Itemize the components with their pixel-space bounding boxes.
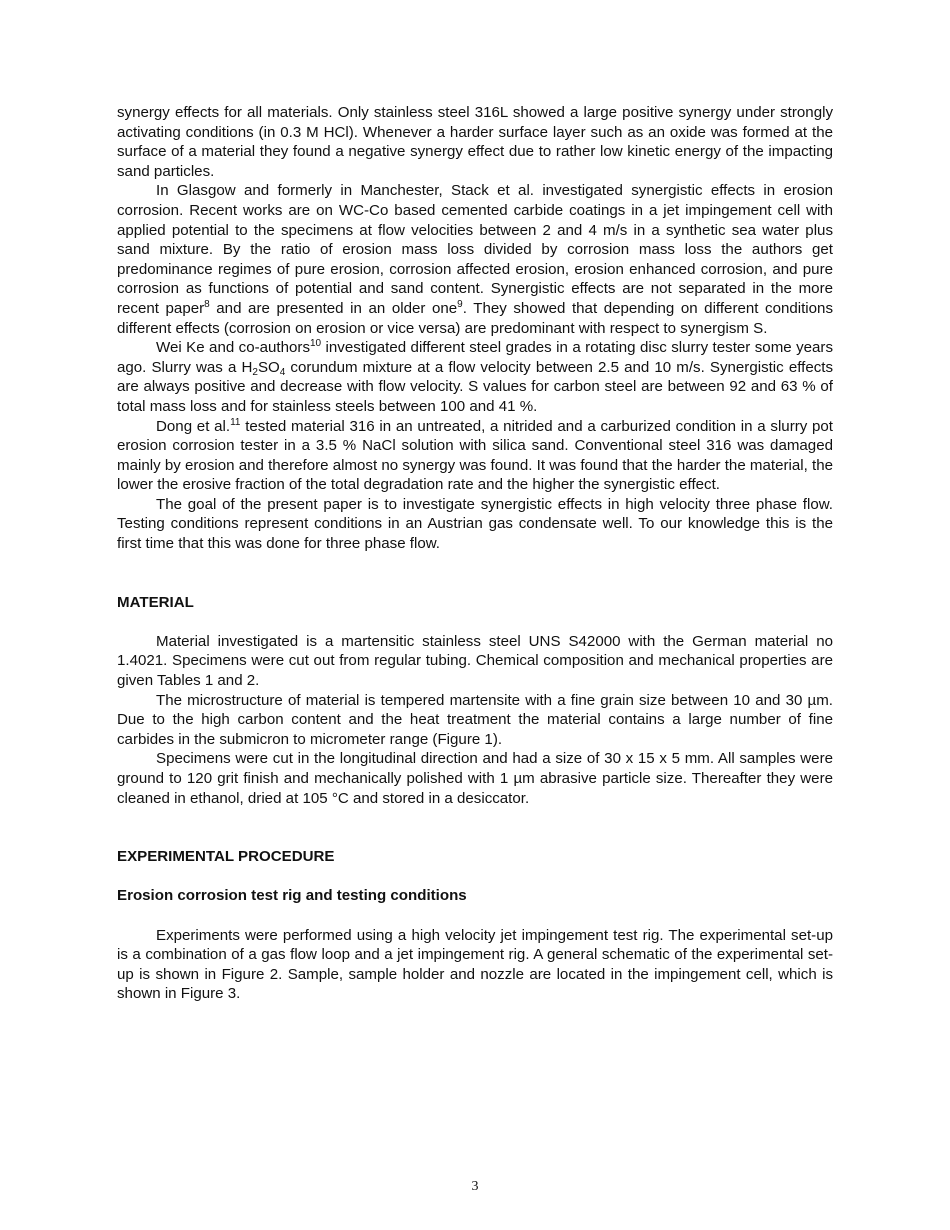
text-run: In Glasgow and formerly in Manchester, Stack et al. investigated synergistic effects in erosion corrosion. Recent works are on WC-Co based cemented carbide coatings in a jet impingement cell with applied potential to the specimens at flow velocities between 2 and 4 m/s in a synthetic sea water plus sand mixture. By the ratio of erosion mass loss divided by corrosion mass loss the authors get predominance regimes of pure erosion, corrosion affected erosion, erosion enhanced corrosion, and pure corrosion as functions of potential and sand content. Synergistic effects are not separated in the more recent paper [117,182,833,317]
reference-10: 10 [310,338,322,350]
page-body [117,103,833,1004]
text-run: and are presented in an older one [209,299,458,317]
intro-paragraph-1: synergy effects for all materials. Only stainless steel 316L showed a large positive synergy under strongly activating conditions (in 0.3 M HCl). Whenever a harder surface layer such as an oxide was formed at the surface of a material they found a negative synergy effect due to rather low kinetic energy of the impacting sand particles. [117,104,833,180]
text-run: . They showed that depending on different conditions different effects (corrosion on erosion or vice versa) are predominant with respect to synergism S. [117,299,833,337]
page-number: 3 [471,1179,479,1194]
section-heading-material: MATERIAL [117,593,194,611]
material-paragraph-2: The microstructure of material is tempered martensite with a fine grain size between 10 and 30 µm. Due to the high carbon content and the heat treatment the material contains a large number of fine carbides in the submicron to micrometer range (Figure 1). [117,691,833,748]
text-run: investigated different steel grades in a rotating disc slurry tester some years ago. Slurry was a H [117,339,834,376]
subscript-2: 2 [252,366,258,378]
text-run: SO [257,358,280,376]
reference-9: 9 [457,298,463,310]
intro-paragraph-5: The goal of the present paper is to investigate synergistic effects in high velocity three phase flow. Testing conditions represent conditions in an Austrian gas condensate well. To our knowledge this is the first time that this was done for three phase flow. [117,495,833,553]
text-run: Wei Ke and co-authors [156,339,310,357]
intro-paragraph-3 [117,338,833,416]
subsection-heading-test-rig: Erosion corrosion test rig and testing conditions [117,887,467,905]
material-paragraph-3: Specimens were cut in the longitudinal direction and had a size of 30 x 15 x 5 mm. All samples were ground to 120 grit finish and mechanically polished with 1 µm abrasive particle size. Thereafter they were cleaned in ethanol, dried at 105 °C and stored in a desiccator. [117,750,833,807]
reference-11: 11 [230,416,241,428]
intro-paragraph-4 [117,417,833,495]
material-paragraph-1: Material investigated is a martensitic stainless steel UNS S42000 with the German material no 1.4021. Specimens were cut out from regular tubing. Chemical composition and mechanical properties are given Tables 1 and 2. [117,632,833,690]
text-run: tested material 316 in an untreated, a nitrided and a carburized condition in a slurry pot erosion corrosion tester in a 3.5 % NaCl solution with silica sand. Conventional steel 316 was damaged mainly by erosion and therefore almost no synergy was found. It was found that the harder the material, the lower the erosive fraction of the total degradation rate and the higher the synergistic effect. [117,417,834,494]
section-heading-experimental-procedure: EXPERIMENTAL PROCEDURE [117,848,335,866]
text-run: corundum mixture at a flow velocity between 2.5 and 10 m/s. Synergistic effects are always positive and decrease with flow velocity. S values for carbon steel are between 92 and 63 % of total mass loss and for stainless steels between 100 and 41 %. [117,358,834,415]
reference-8: 8 [204,298,210,310]
procedure-paragraph-1: Experiments were performed using a high velocity jet impingement test rig. The experimental set-up is a combination of a gas flow loop and a jet impingement rig. A general schematic of the experimental set-up is shown in Figure 2. Sample, sample holder and nozzle are located in the impingement cell, which is shown in Figure 3. [117,926,833,1003]
intro-paragraph-2 [117,181,833,338]
text-run: Dong et al. [156,417,231,435]
subscript-4: 4 [279,366,286,378]
